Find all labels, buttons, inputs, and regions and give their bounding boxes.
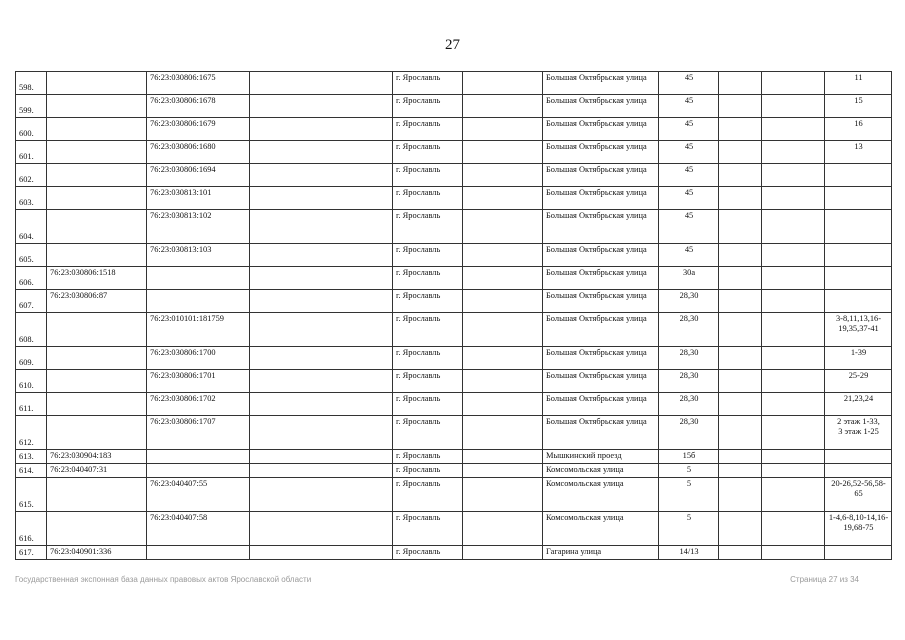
house-number-cell: 15б: [659, 450, 719, 464]
blank-cell: [250, 512, 393, 546]
cadastral-number-premises: 76:23:010101:181759: [147, 313, 250, 347]
house-number-cell: 45: [659, 244, 719, 267]
blank-cell: [719, 290, 762, 313]
blank-cell: [719, 244, 762, 267]
blank-cell: [250, 313, 393, 347]
street-cell: Комсомольская улица: [543, 464, 659, 478]
footer-source: Государственная экспонная база данных правовых актов Ярославской области: [15, 575, 312, 584]
house-number-cell: 28,30: [659, 347, 719, 370]
apartment-numbers-cell: 20-26,52-56,58-65: [825, 478, 892, 512]
cadastral-number-building: [47, 72, 147, 95]
blank-cell: [250, 164, 393, 187]
blank-cell: [463, 187, 543, 210]
street-cell: Большая Октябрьская улица: [543, 370, 659, 393]
blank-cell: [463, 478, 543, 512]
cadastral-number-building: 76:23:040901:336: [47, 546, 147, 560]
cadastral-number-building: [47, 313, 147, 347]
house-number-cell: 14/13: [659, 546, 719, 560]
row-number: 603.: [16, 187, 47, 210]
row-number: 609.: [16, 347, 47, 370]
blank-cell: [463, 393, 543, 416]
table-row: [16, 95, 892, 118]
blank-cell: [463, 313, 543, 347]
city-cell: г. Ярославль: [393, 187, 463, 210]
street-cell: Большая Октябрьская улица: [543, 164, 659, 187]
row-number: 602.: [16, 164, 47, 187]
table-row: [16, 546, 892, 560]
table-row: [16, 164, 892, 187]
cadastral-number-building: [47, 164, 147, 187]
street-cell: Большая Октябрьская улица: [543, 95, 659, 118]
city-cell: г. Ярославль: [393, 210, 463, 244]
cadastral-number-premises: 76:23:030806:1678: [147, 95, 250, 118]
blank-cell: [250, 244, 393, 267]
cadastral-number-premises: [147, 450, 250, 464]
apartment-numbers-cell: 21,23,24: [825, 393, 892, 416]
row-number: 610.: [16, 370, 47, 393]
blank-cell: [250, 95, 393, 118]
apartment-numbers-cell: 1-39: [825, 347, 892, 370]
blank-cell: [762, 464, 825, 478]
blank-cell: [719, 478, 762, 512]
blank-cell: [250, 464, 393, 478]
blank-cell: [762, 187, 825, 210]
table-row: [16, 187, 892, 210]
blank-cell: [719, 464, 762, 478]
house-number-cell: 5: [659, 478, 719, 512]
house-number-cell: 28,30: [659, 313, 719, 347]
blank-cell: [719, 164, 762, 187]
cadastral-number-building: [47, 187, 147, 210]
cadastral-number-building: [47, 478, 147, 512]
city-cell: г. Ярославль: [393, 290, 463, 313]
blank-cell: [250, 370, 393, 393]
blank-cell: [250, 118, 393, 141]
blank-cell: [719, 450, 762, 464]
house-number-cell: 30а: [659, 267, 719, 290]
cadastral-number-premises: 76:23:030813:103: [147, 244, 250, 267]
blank-cell: [762, 164, 825, 187]
table-row: [16, 313, 892, 347]
apartment-numbers-cell: 11: [825, 72, 892, 95]
house-number-cell: 45: [659, 210, 719, 244]
cadastral-number-premises: [147, 290, 250, 313]
blank-cell: [463, 244, 543, 267]
blank-cell: [762, 210, 825, 244]
apartment-numbers-cell: [825, 187, 892, 210]
table-row: [16, 72, 892, 95]
blank-cell: [719, 141, 762, 164]
table-row: [16, 118, 892, 141]
house-number-cell: 45: [659, 95, 719, 118]
apartment-numbers-cell: [825, 210, 892, 244]
blank-cell: [463, 347, 543, 370]
blank-cell: [762, 313, 825, 347]
city-cell: г. Ярославль: [393, 450, 463, 464]
cadastral-number-building: 76:23:030806:87: [47, 290, 147, 313]
city-cell: г. Ярославль: [393, 370, 463, 393]
blank-cell: [762, 95, 825, 118]
row-number: 605.: [16, 244, 47, 267]
street-cell: Большая Октябрьская улица: [543, 313, 659, 347]
apartment-numbers-cell: [825, 290, 892, 313]
street-cell: Большая Октябрьская улица: [543, 118, 659, 141]
blank-cell: [719, 393, 762, 416]
blank-cell: [762, 370, 825, 393]
row-number: 604.: [16, 210, 47, 244]
apartment-numbers-cell: 13: [825, 141, 892, 164]
cadastral-number-building: 76:23:040407:31: [47, 464, 147, 478]
blank-cell: [762, 141, 825, 164]
cadastral-number-building: [47, 347, 147, 370]
blank-cell: [463, 370, 543, 393]
blank-cell: [762, 118, 825, 141]
blank-cell: [719, 95, 762, 118]
blank-cell: [250, 290, 393, 313]
street-cell: Комсомольская улица: [543, 512, 659, 546]
row-number: 606.: [16, 267, 47, 290]
city-cell: г. Ярославль: [393, 546, 463, 560]
cadastral-number-premises: 76:23:030806:1707: [147, 416, 250, 450]
apartment-numbers-cell: 2 этаж 1-33, 3 этаж 1-25: [825, 416, 892, 450]
house-number-cell: 45: [659, 164, 719, 187]
cadastral-number-building: [47, 118, 147, 141]
city-cell: г. Ярославль: [393, 393, 463, 416]
house-number-cell: 28,30: [659, 393, 719, 416]
cadastral-number-premises: 76:23:030813:101: [147, 187, 250, 210]
apartment-numbers-cell: 3-8,11,13,16-19,35,37-41: [825, 313, 892, 347]
blank-cell: [762, 244, 825, 267]
apartment-numbers-cell: [825, 244, 892, 267]
blank-cell: [463, 267, 543, 290]
cadastral-number-premises: 76:23:030806:1701: [147, 370, 250, 393]
street-cell: Большая Октябрьская улица: [543, 290, 659, 313]
house-number-cell: 45: [659, 72, 719, 95]
blank-cell: [250, 450, 393, 464]
blank-cell: [762, 267, 825, 290]
blank-cell: [463, 118, 543, 141]
row-number: 613.: [16, 450, 47, 464]
blank-cell: [250, 267, 393, 290]
blank-cell: [719, 118, 762, 141]
city-cell: г. Ярославль: [393, 95, 463, 118]
table-row: [16, 370, 892, 393]
blank-cell: [762, 290, 825, 313]
city-cell: г. Ярославль: [393, 164, 463, 187]
registry-table: [15, 71, 892, 560]
cadastral-number-building: [47, 370, 147, 393]
row-number: 598.: [16, 72, 47, 95]
street-cell: Большая Октябрьская улица: [543, 210, 659, 244]
street-cell: Комсомольская улица: [543, 478, 659, 512]
apartment-numbers-cell: [825, 267, 892, 290]
blank-cell: [719, 546, 762, 560]
blank-cell: [762, 72, 825, 95]
city-cell: г. Ярославль: [393, 267, 463, 290]
row-number: 599.: [16, 95, 47, 118]
cadastral-number-premises: 76:23:040407:55: [147, 478, 250, 512]
house-number-cell: 5: [659, 464, 719, 478]
row-number: 615.: [16, 478, 47, 512]
blank-cell: [250, 546, 393, 560]
row-number: 614.: [16, 464, 47, 478]
table-row: [16, 393, 892, 416]
row-number: 611.: [16, 393, 47, 416]
page-number: 27: [445, 37, 460, 53]
blank-cell: [463, 546, 543, 560]
city-cell: г. Ярославль: [393, 416, 463, 450]
row-number: 601.: [16, 141, 47, 164]
cadastral-number-building: [47, 141, 147, 164]
cadastral-number-building: [47, 416, 147, 450]
blank-cell: [250, 416, 393, 450]
blank-cell: [719, 512, 762, 546]
blank-cell: [762, 450, 825, 464]
city-cell: г. Ярославль: [393, 347, 463, 370]
apartment-numbers-cell: [825, 464, 892, 478]
house-number-cell: 28,30: [659, 290, 719, 313]
blank-cell: [762, 512, 825, 546]
cadastral-number-building: [47, 95, 147, 118]
street-cell: Гагарина улица: [543, 546, 659, 560]
apartment-numbers-cell: 25-29: [825, 370, 892, 393]
city-cell: г. Ярославль: [393, 478, 463, 512]
blank-cell: [719, 267, 762, 290]
blank-cell: [463, 210, 543, 244]
blank-cell: [463, 290, 543, 313]
city-cell: г. Ярославль: [393, 313, 463, 347]
cadastral-number-premises: 76:23:030806:1679: [147, 118, 250, 141]
blank-cell: [762, 546, 825, 560]
street-cell: Большая Октябрьская улица: [543, 416, 659, 450]
table-row: [16, 290, 892, 313]
street-cell: Большая Октябрьская улица: [543, 347, 659, 370]
table-row: [16, 244, 892, 267]
blank-cell: [463, 464, 543, 478]
cadastral-number-premises: [147, 267, 250, 290]
table-row: [16, 512, 892, 546]
apartment-numbers-cell: 1-4,6-8,10-14,16-19,68-75: [825, 512, 892, 546]
blank-cell: [719, 313, 762, 347]
blank-cell: [250, 187, 393, 210]
table-row: [16, 141, 892, 164]
cadastral-number-premises: 76:23:040407:58: [147, 512, 250, 546]
blank-cell: [719, 187, 762, 210]
street-cell: Большая Октябрьская улица: [543, 187, 659, 210]
apartment-numbers-cell: [825, 450, 892, 464]
city-cell: г. Ярославль: [393, 464, 463, 478]
street-cell: Большая Октябрьская улица: [543, 267, 659, 290]
blank-cell: [250, 141, 393, 164]
house-number-cell: 28,30: [659, 416, 719, 450]
apartment-numbers-cell: 15: [825, 95, 892, 118]
table-row: [16, 347, 892, 370]
footer-page-counter: Страница 27 из 34: [790, 575, 859, 584]
cadastral-number-building: 76:23:030904:183: [47, 450, 147, 464]
apartment-numbers-cell: 16: [825, 118, 892, 141]
city-cell: г. Ярославль: [393, 141, 463, 164]
blank-cell: [463, 95, 543, 118]
blank-cell: [250, 210, 393, 244]
city-cell: г. Ярославль: [393, 72, 463, 95]
row-number: 612.: [16, 416, 47, 450]
blank-cell: [250, 72, 393, 95]
blank-cell: [719, 72, 762, 95]
table-body: [16, 72, 892, 560]
city-cell: г. Ярославль: [393, 118, 463, 141]
table-row: [16, 478, 892, 512]
house-number-cell: 45: [659, 141, 719, 164]
cadastral-number-premises: 76:23:030806:1675: [147, 72, 250, 95]
street-cell: Большая Октябрьская улица: [543, 72, 659, 95]
blank-cell: [719, 416, 762, 450]
cadastral-number-premises: 76:23:030806:1700: [147, 347, 250, 370]
blank-cell: [719, 370, 762, 393]
cadastral-number-premises: 76:23:030806:1702: [147, 393, 250, 416]
cadastral-number-premises: [147, 546, 250, 560]
cadastral-number-premises: [147, 464, 250, 478]
cadastral-number-building: 76:23:030806:1518: [47, 267, 147, 290]
blank-cell: [719, 210, 762, 244]
street-cell: Большая Октябрьская улица: [543, 393, 659, 416]
cadastral-number-building: [47, 210, 147, 244]
blank-cell: [463, 164, 543, 187]
cadastral-number-premises: 76:23:030813:102: [147, 210, 250, 244]
row-number: 608.: [16, 313, 47, 347]
blank-cell: [463, 141, 543, 164]
cadastral-number-premises: 76:23:030806:1680: [147, 141, 250, 164]
table-row: [16, 416, 892, 450]
row-number: 600.: [16, 118, 47, 141]
table-row: [16, 210, 892, 244]
table-row: [16, 464, 892, 478]
street-cell: Мышкинский проезд: [543, 450, 659, 464]
row-number: 607.: [16, 290, 47, 313]
blank-cell: [762, 416, 825, 450]
row-number: 617.: [16, 546, 47, 560]
house-number-cell: 45: [659, 118, 719, 141]
blank-cell: [762, 478, 825, 512]
cadastral-number-building: [47, 512, 147, 546]
blank-cell: [762, 393, 825, 416]
blank-cell: [719, 347, 762, 370]
street-cell: Большая Октябрьская улица: [543, 141, 659, 164]
table-row: [16, 267, 892, 290]
blank-cell: [762, 347, 825, 370]
blank-cell: [463, 72, 543, 95]
house-number-cell: 5: [659, 512, 719, 546]
apartment-numbers-cell: [825, 164, 892, 187]
city-cell: г. Ярославль: [393, 244, 463, 267]
cadastral-number-building: [47, 244, 147, 267]
row-number: 616.: [16, 512, 47, 546]
blank-cell: [463, 416, 543, 450]
cadastral-number-building: [47, 393, 147, 416]
blank-cell: [463, 450, 543, 464]
house-number-cell: 45: [659, 187, 719, 210]
table-row: [16, 450, 892, 464]
cadastral-number-premises: 76:23:030806:1694: [147, 164, 250, 187]
blank-cell: [250, 347, 393, 370]
blank-cell: [250, 478, 393, 512]
blank-cell: [463, 512, 543, 546]
house-number-cell: 28,30: [659, 370, 719, 393]
apartment-numbers-cell: [825, 546, 892, 560]
blank-cell: [250, 393, 393, 416]
street-cell: Большая Октябрьская улица: [543, 244, 659, 267]
city-cell: г. Ярославль: [393, 512, 463, 546]
